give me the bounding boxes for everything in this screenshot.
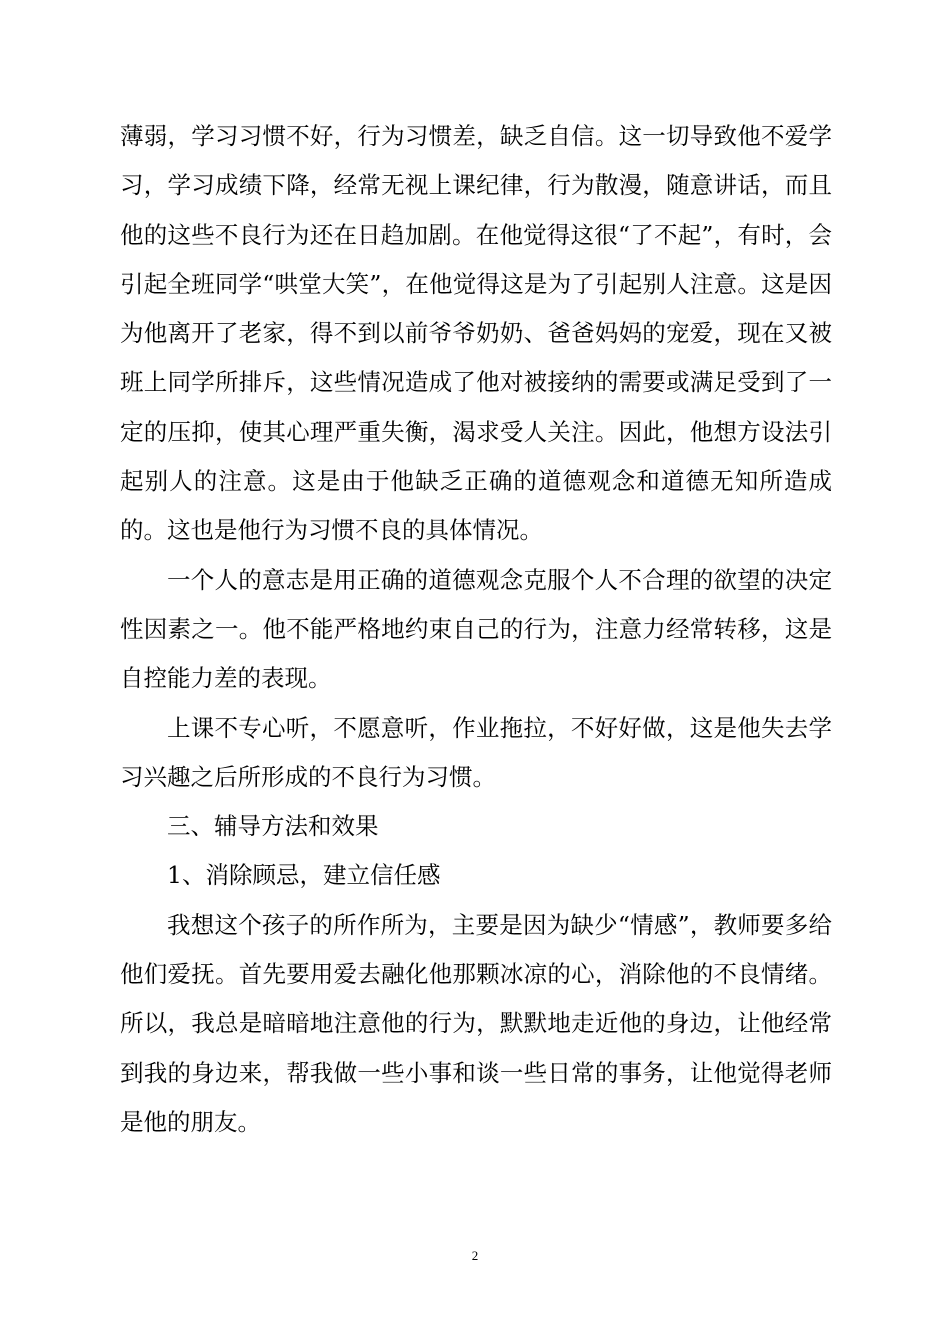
paragraph-willpower: 一个人的意志是用正确的道德观念克服个人不合理的欲望的决定性因素之一。他不能严格地约束自己的行为，注意力经常转移，这是自控能力差的表现。	[120, 565, 832, 693]
paragraph-method: 我想这个孩子的所作所为，主要是因为缺少“情感”，教师要多给他们爱抚。首先要用爱去融化他那颗冰凉的心，消除他的不良情绪。所以，我总是暗暗地注意他的行为，默默地走近他的身边，让他经常到我的身边来，帮我做一些小事和谈一些日常的事务，让他觉得老师是他的朋友。	[120, 910, 832, 1136]
section-heading: 三、辅导方法和效果	[167, 812, 379, 841]
subsection-heading: 1、消除顾忌，建立信任感	[167, 861, 441, 890]
page-number: 2	[471, 1248, 479, 1263]
paragraph-class-behavior: 上课不专心听，不愿意听，作业拖拉，不好好做，这是他失去学习兴趣之后所形成的不良行为习惯。	[120, 713, 832, 791]
paragraph-continuation: 薄弱，学习习惯不好，行为习惯差，缺乏自信。这一切导致他不爱学习，学习成绩下降，经常无视上课纪律，行为散漫，随意讲话，而且他的这些不良行为还在日趋加剧。在他觉得这很“了不起”，有时，会引起全班同学“哄堂大笑”，在他觉得这是为了引起别人注意。这是因为他离开了老家，得不到以前爷爷奶奶、爸爸妈妈的宠爱，现在又被班上同学所排斥，这些情况造成了他对被接纳的需要或满足受到了一定的压抑，使其心理严重失衡，渴求受人关注。因此，他想方设法引起别人的注意。这是由于他缺乏正确的道德观念和道德无知所造成的。这也是他行为习惯不良的具体情况。	[120, 122, 832, 545]
body-text	[120, 112, 832, 1147]
